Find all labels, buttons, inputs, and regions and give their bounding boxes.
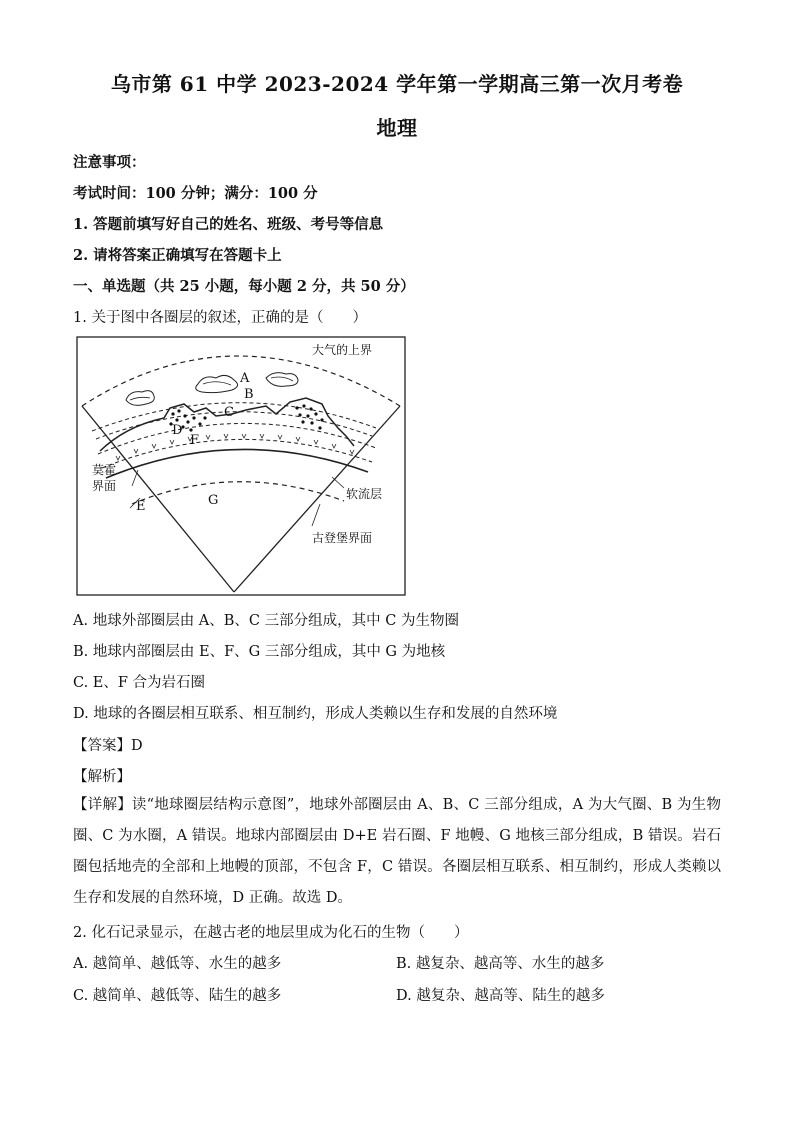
label-moho-2: 界面 <box>92 479 117 493</box>
q1-answer: 【答案】D <box>73 738 143 754</box>
notice-item: 1. 答题前填写好自己的姓名、班级、考号等信息 <box>73 216 384 233</box>
q2-option-c: C. 越简单、越低等、陆生的越多 <box>73 988 282 1004</box>
notice-item: 2. 请将答案正确填写在答题卡上 <box>73 247 282 264</box>
label-e: E <box>136 499 146 514</box>
q2-option-d: D. 越复杂、越高等、陆生的越多 <box>396 988 605 1004</box>
subject-title: 地理 <box>376 116 418 140</box>
label-atmosphere-top: 大气的上界 <box>312 343 373 357</box>
notice-heading: 注意事项： <box>73 154 146 171</box>
label-moho-1: 莫霍 <box>92 463 117 477</box>
question-2-stem: 2. 化石记录显示，在越古老的地层里成为化石的生物（ ） <box>73 925 469 941</box>
section-title: 一、单选题（共 25 小题，每小题 2 分，共 50 分） <box>73 278 415 295</box>
label-a: A <box>240 371 250 386</box>
exam-title: 乌市第 61 中学 2023-2024 学年第一学期高三第一次月考卷 <box>110 72 684 96</box>
q1-option-b: B. 地球内部圈层由 E、F、G 三部分组成，其中 G 为地核 <box>73 644 446 660</box>
label-f: F <box>190 433 200 448</box>
label-d: D <box>172 423 183 438</box>
q1-option-c: C. E、F 合为岩石圈 <box>73 675 206 691</box>
notice-item: 考试时间：100 分钟；满分：100 分 <box>73 185 318 202</box>
q1-detail: 【详解】读“地球圈层结构示意图”，地球外部圈层由 A、B、C 三部分组成，A 为大气圈、B 为生物圈、C 为水圈，A 错误。地球内部圈层由 D+E 岩石圈、F 地幔、G 地核三部分组成，B 错误。岩石圈包括地壳的全部和上地幔的顶部，不包含 F，C 错误。各圈层相互联系、相互制约，形成人类赖以生存和发展的自然环境，D 正确。故选 D。 <box>73 797 721 906</box>
q1-analysis-heading: 【解析】 <box>73 769 131 785</box>
earth-spheres-diagram <box>76 336 406 596</box>
label-g: G <box>208 493 219 508</box>
question-1-stem: 1. 关于图中各圈层的叙述，正确的是（ ） <box>73 310 367 326</box>
label-asthenosphere: 软流层 <box>346 487 383 501</box>
q2-option-b: B. 越复杂、越高等、水生的越多 <box>396 956 605 972</box>
q1-option-a: A. 地球外部圈层由 A、B、C 三部分组成，其中 C 为生物圈 <box>73 613 459 629</box>
label-c: C <box>224 405 234 420</box>
label-gutenberg: 古登堡界面 <box>312 531 373 545</box>
q2-option-a: A. 越简单、越低等、水生的越多 <box>73 956 282 972</box>
label-b: B <box>244 387 254 402</box>
q1-option-d: D. 地球的各圈层相互联系、相互制约，形成人类赖以生存和发展的自然环境 <box>73 706 558 722</box>
